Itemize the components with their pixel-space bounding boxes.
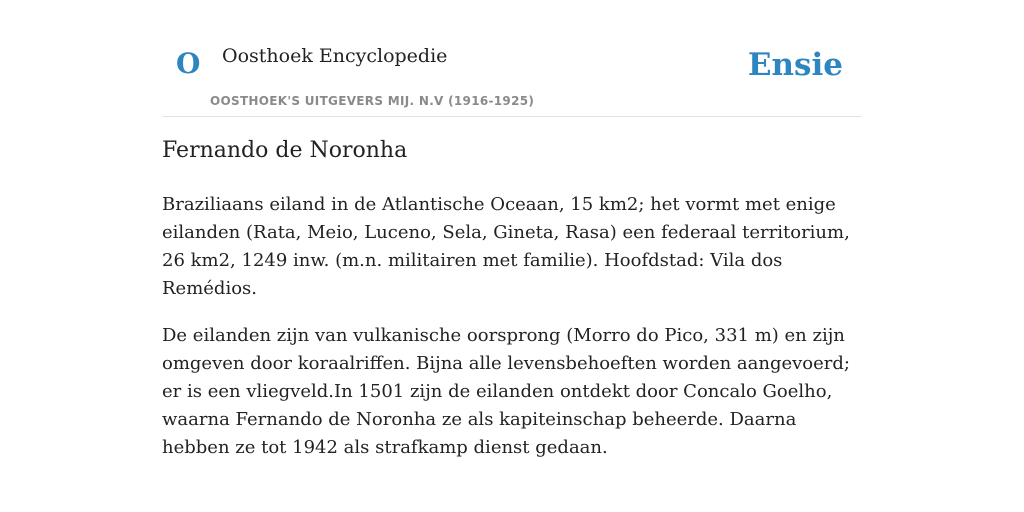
source-header — [162, 0, 862, 117]
article-paragraph-2: De eilanden zijn van vulkanische oorsprong (Morro do Pico, 331 m) en zijn omgeven door koraalriffen. Bijna alle levensbehoeften worden aangevoerd; er is een vliegveld.In 1501 zijn de eilanden ontdekt door Concalo Goelho, waarna Fernando de Noronha ze als kapiteinschap beheerde. Daarna hebben ze tot 1942 als strafkamp dienst gedaan. — [162, 324, 850, 458]
ensie-brand-link[interactable]: Ensie — [747, 47, 843, 83]
source-logo-link[interactable]: O — [176, 47, 201, 80]
article-title: Fernando de Noronha — [162, 138, 408, 163]
source-subtitle: OOSTHOEK'S UITGEVERS MIJ. N.V (1916-1925) — [210, 94, 535, 108]
article — [162, 136, 862, 462]
article-paragraph-1: Braziliaans eiland in de Atlantische Oceaan, 15 km2; het vormt met enige eilanden (Rata, Meio, Luceno, Sela, Gineta, Rasa) een federaal territorium, 26 km2, 1249 inw. (m.n. militairen met familie). Hoofdstad: Vila dos Remédios. — [162, 193, 850, 299]
source-title: Oosthoek Encyclopedie — [222, 45, 448, 67]
